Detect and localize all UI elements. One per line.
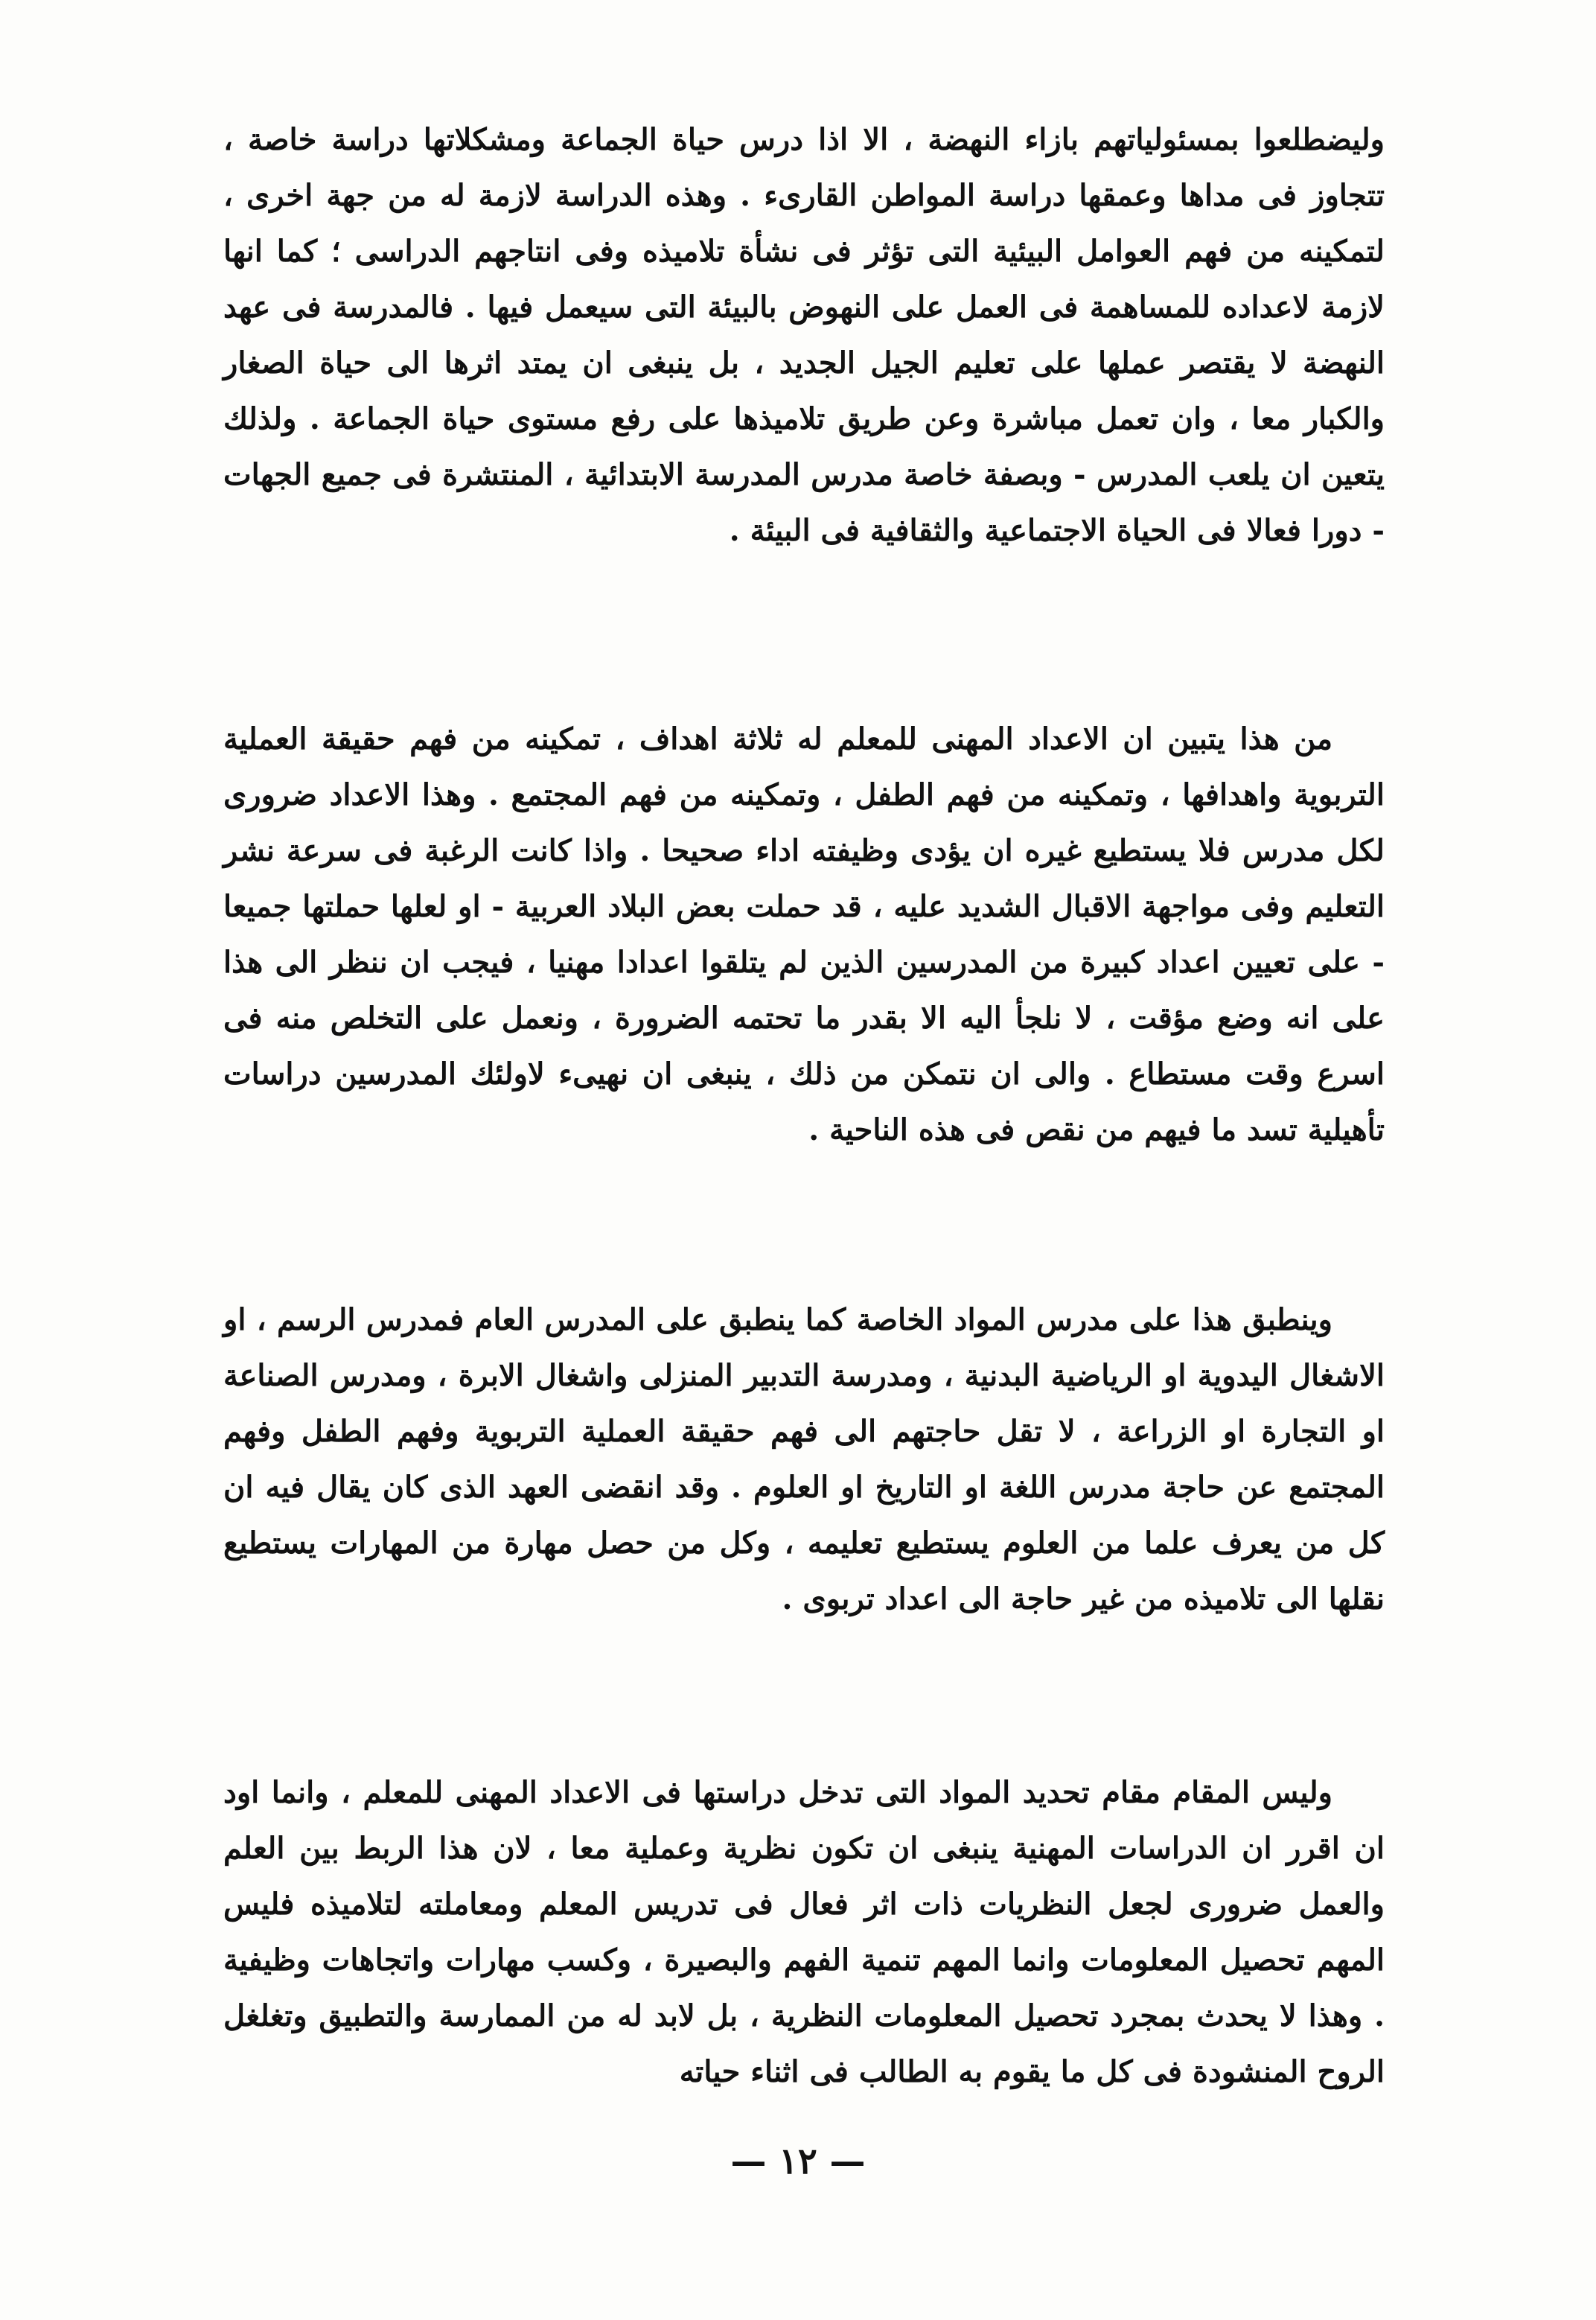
page-number: — ١٢ — [730, 2141, 866, 2182]
paragraph-text: من هذا يتبين ان الاعداد المهنى للمعلم له ثلاثة اهداف ، تمكينه من فهم حقيقة العملية التربوية واهدافها ، وتمكينه من فهم الطفل ، وتمكينه من فهم المجتمع . وهذا الاعداد ضرورى لكل مدرس فلا يستطيع غيره ان يؤدى وظيفته اداء صحيحا . واذا كانت الرغبة فى سرعة نشر التعليم وفى مواجهة الاقبال الشديد عليه ، قد حملت بعض البلاد العربية - او لعلها حملتها جميعا - على تعيين اعداد كبيرة من المدرسين الذين لم يتلقوا اعدادا مهنيا ، فيجب ان ننظر الى هذا على انه وضع مؤقت ، لا نلجأ اليه الا بقدر ما تحتمه الضرورة ، ونعمل على التخلص منه فى اسرع وقت مستطاع . والى ان نتمكن من ذلك ، ينبغى ان نهيىء لاولئك المدرسين دراسات تأهيلية تسد ما فيهم من نقص فى هذه الناحية . [223, 721, 1385, 1147]
paragraph-text: وليس المقام مقام تحديد المواد التى تدخل دراستها فى الاعداد المهنى للمعلم ، وانما اود ان اقرر ان الدراسات المهنية ينبغى ان تكون نظرية وعملية معا ، لان هذا الربط بين العلم والعمل ضرورى لجعل النظريات ذات اثر فعال فى تدريس المعلم ومعاملته لتلاميذه فليس المهم تحصيل المعلومات وانما المهم تنمية الفهم والبصيرة ، وكسب مهارات واتجاهات وظيفية . وهذا لا يحدث بمجرد تحصيل المعلومات النظرية ، بل لابد له من الممارسة والتطبيق وتغلغل الروح المنشودة فى كل ما يقوم به الطالب فى اثناء حياته [223, 1775, 1385, 2089]
paragraph-text: وليضطلعوا بمسئولياتهم بازاء النهضة ، الا اذا درس حياة الجماعة ومشكلاتها دراسة خاصة ، تتجاوز فى مداها وعمقها دراسة المواطن القارىء . وهذه الدراسة لازمة له من جهة اخرى ، لتمكينه من فهم العوامل البيئية التى تؤثر فى نشأة تلاميذه وفى انتاجهم الدراسى ؛ كما انها لازمة لاعداده للمساهمة فى العمل على النهوض بالبيئة التى سيعمل فيها . فالمدرسة فى عهد النهضة لا يقتصر عملها على تعليم الجيل الجديد ، بل ينبغى ان يمتد اثرها الى حياة الصغار والكبار معا ، وان تعمل مباشرة وعن طريق تلاميذها على رفع مستوى حياة الجماعة . ولذلك يتعين ان يلعب المدرس - وبصفة خاصة مدرس المدرسة الابتدائية ، المنتشرة فى جميع الجهات - دورا فعالا فى الحياة الاجتماعية والثقافية فى البيئة . [223, 122, 1385, 548]
paragraph-3 [223, 1292, 1385, 1627]
paragraph-text: وينطبق هذا على مدرس المواد الخاصة كما ينطبق على المدرس العام فمدرس الرسم ، او الاشغال اليدوية او الرياضية البدنية ، ومدرسة التدبير المنزلى واشغال الابرة ، ومدرس الصناعة او التجارة او الزراعة ، لا تقل حاجتهم الى فهم حقيقة العملية التربوية وفهم الطفل وفهم المجتمع عن حاجة مدرس اللغة او التاريخ او العلوم . وقد انقضى العهد الذى كان يقال فيه ان كل من يعرف علما من العلوم يستطيع تعليمه ، وكل من حصل مهارة من المهارات يستطيع نقلها الى تلاميذه من غير حاجة الى اعداد تربوى . [223, 1302, 1385, 1616]
paragraph-1 [223, 112, 1385, 558]
paragraph-4 [223, 1765, 1385, 2100]
paragraph-2 [223, 711, 1385, 1158]
